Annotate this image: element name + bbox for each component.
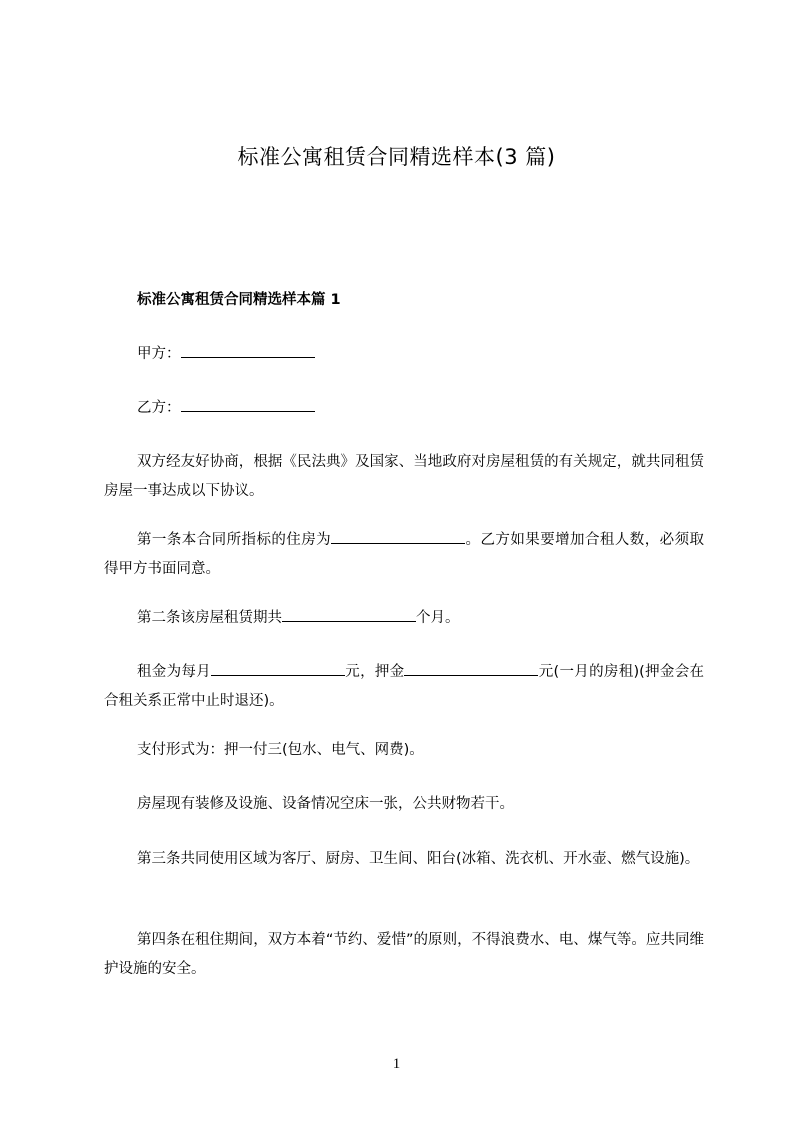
article-1-paragraph	[104, 526, 704, 584]
article-2-post: 个月。	[416, 610, 460, 626]
article-1-blank	[331, 527, 465, 544]
party-a-line	[137, 340, 737, 369]
rent-paragraph	[104, 658, 704, 716]
payment-paragraph: 支付形式为：押一付三(包水、电气、网费)。	[137, 742, 424, 758]
rent-pre: 租金为每月	[137, 664, 211, 680]
article-1-pre: 第一条本合同所指标的住房为	[137, 532, 332, 548]
furnishing-paragraph: 房屋现有装修及设施、设备情况空床一张，公共财物若干。	[137, 796, 514, 812]
rent-blank	[211, 659, 345, 676]
article-2-paragraph	[137, 604, 737, 633]
rent-mid: 元，押金	[344, 664, 405, 680]
party-a-label: 甲方：	[137, 346, 181, 362]
document-title: 标准公寓租赁合同精选样本(3 篇)	[237, 145, 556, 169]
deposit-blank	[404, 659, 538, 676]
article-1-post: 。乙方如果要增加合租人数，必须取得甲方书面同意。	[104, 532, 705, 577]
article-2-blank	[282, 605, 416, 622]
party-b-label: 乙方：	[137, 400, 181, 416]
article-2-pre: 第二条该房屋租赁期共	[137, 610, 282, 626]
page-number: 1	[392, 1056, 401, 1072]
intro-paragraph: 双方经友好协商，根据《民法典》及国家、当地政府对房屋租赁的有关规定，就共同租赁房屋一事达成以下协议。	[104, 454, 704, 499]
party-b-line	[137, 394, 737, 423]
section-heading: 标准公寓租赁合同精选样本篇 1	[137, 292, 341, 308]
party-b-blank	[181, 395, 315, 412]
party-a-blank	[181, 341, 315, 358]
article-4-paragraph: 第四条在租住期间，双方本着“节约、爱惜”的原则，不得浪费水、电、煤气等。应共同维护设施的安全。	[104, 932, 704, 977]
rent-post: 元(一月的房租)(押金会在合租关系正常中止时退还)。	[104, 664, 704, 709]
article-3-paragraph: 第三条共同使用区域为客厅、厨房、卫生间、阳台(冰箱、洗衣机、开水壶、燃气设施)。	[137, 851, 700, 867]
